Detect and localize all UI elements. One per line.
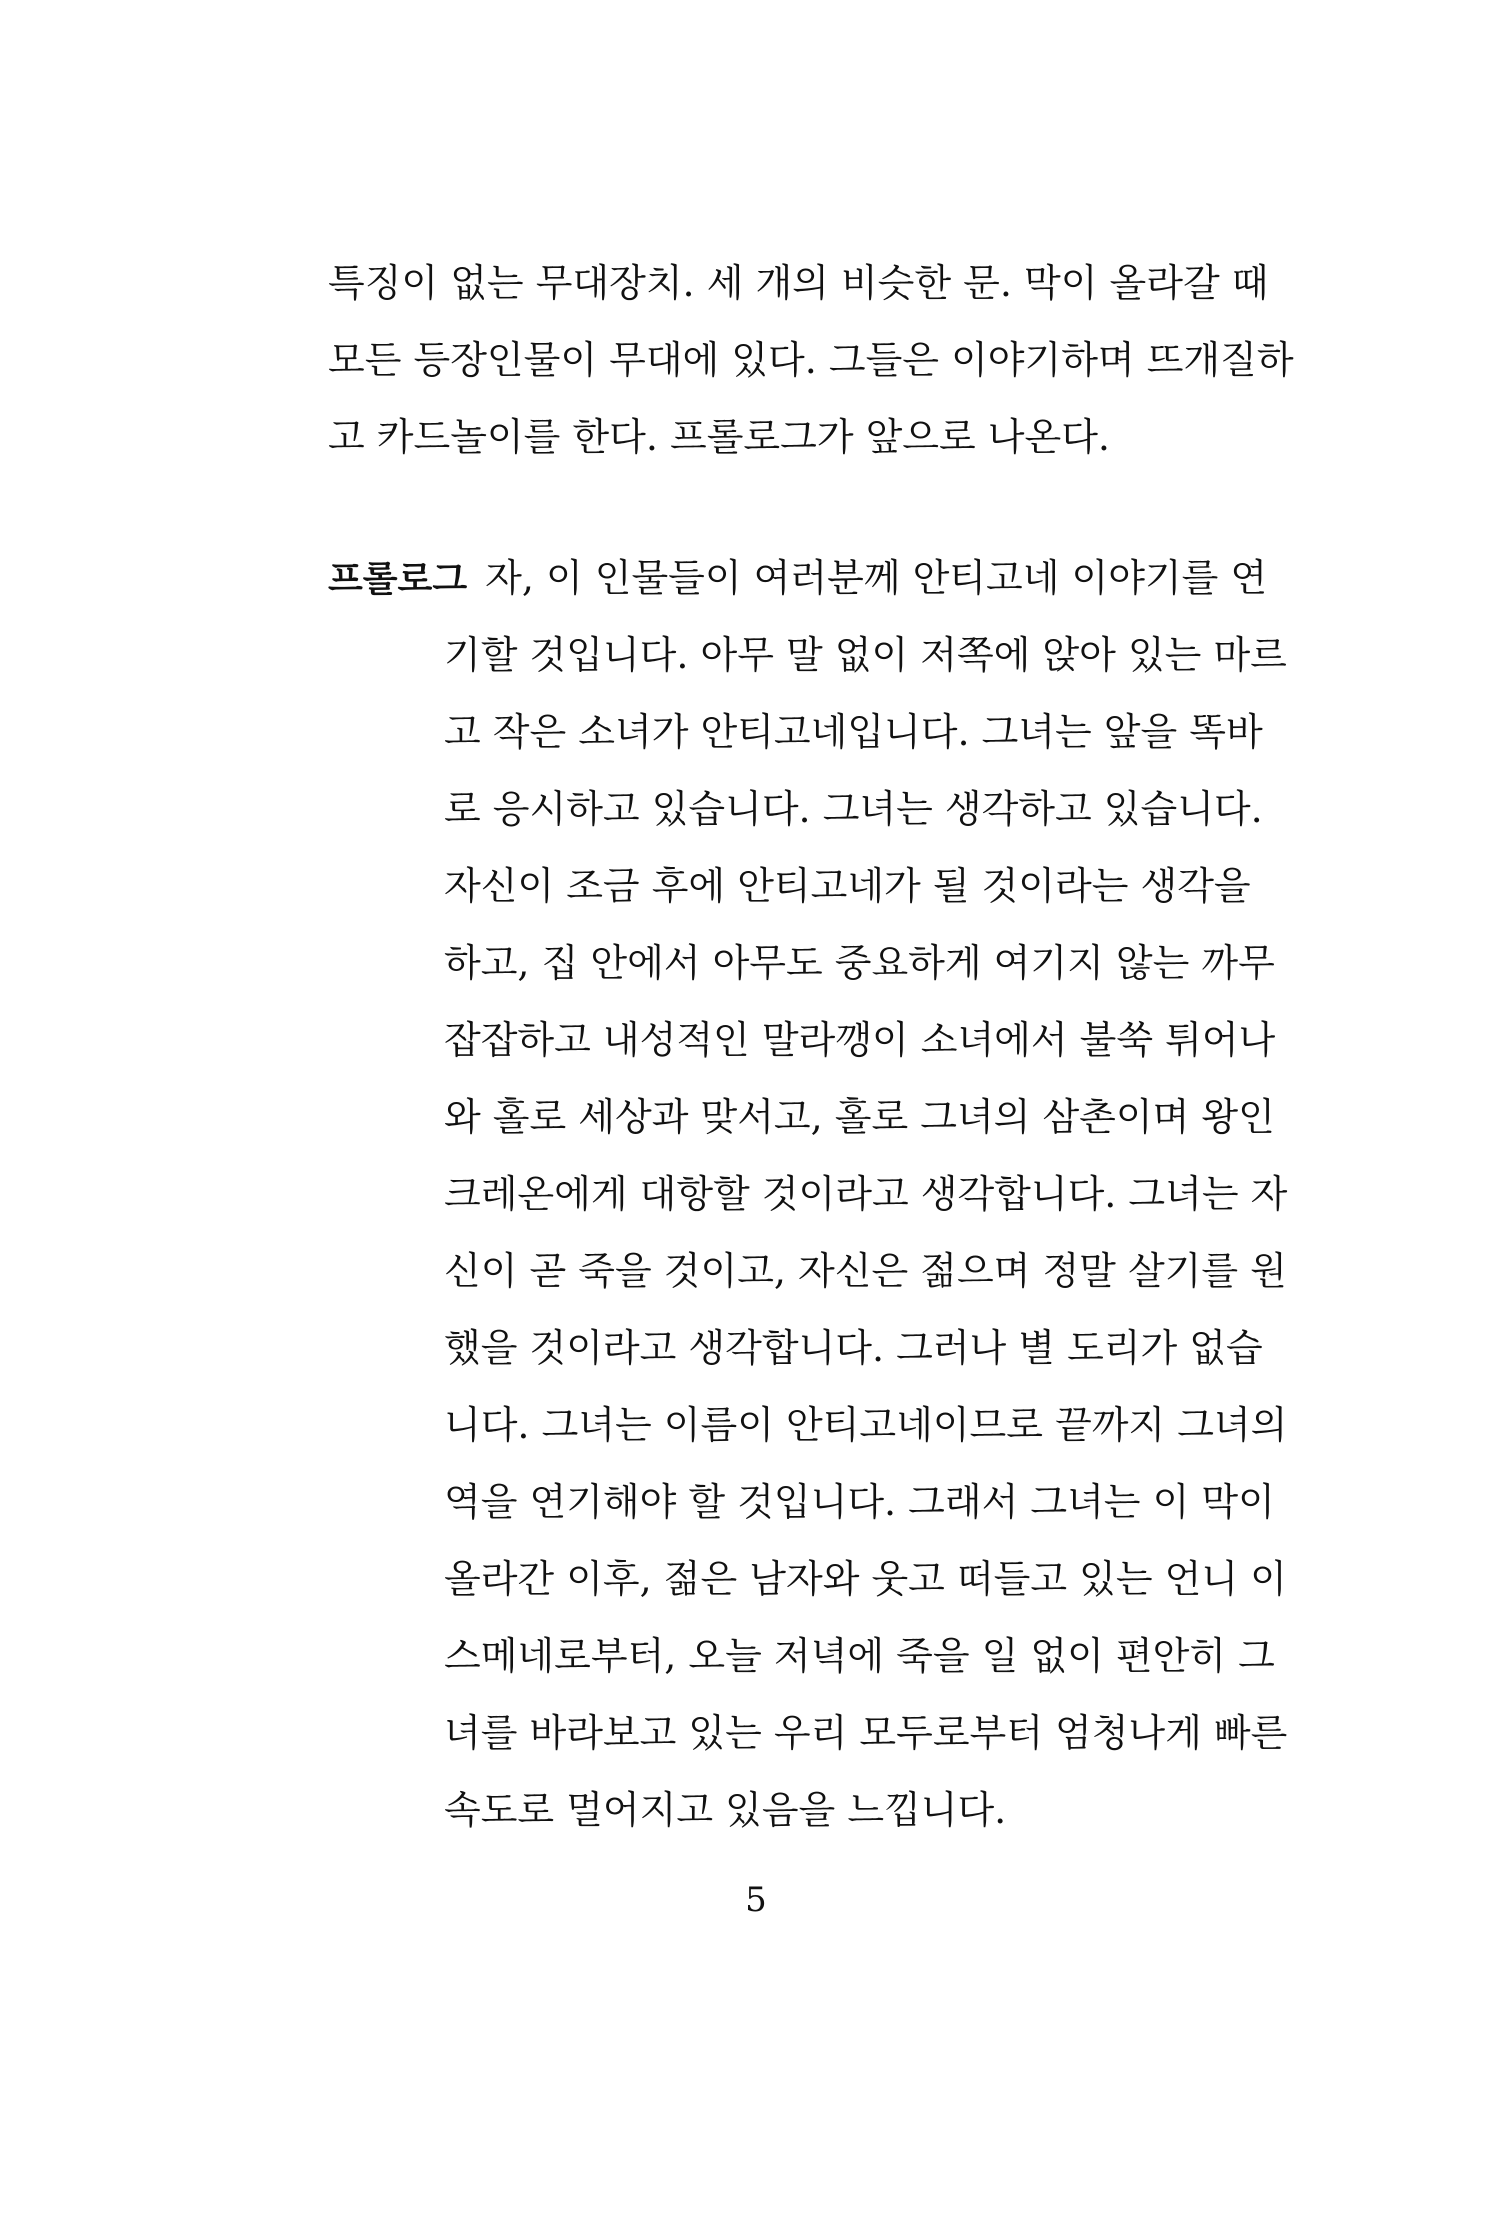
- speech-line: 했을 것이라고 생각합니다. 그러나 별 도리가 없습: [444, 1326, 1263, 1370]
- speech-line: 역을 연기해야 할 것입니다. 그래서 그녀는 이 막이: [444, 1480, 1275, 1524]
- stage-direction-line: 특징이 없는 무대장치. 세 개의 비슷한 문. 막이 올라갈 때: [328, 261, 1269, 305]
- stage-direction: [328, 245, 1294, 476]
- speech-line: 와 홀로 세상과 맞서고, 홀로 그녀의 삼촌이며 왕인: [444, 1095, 1275, 1139]
- speech-first-line: 자, 이 인물들이 여러분께 안티고네 이야기를 연: [485, 556, 1268, 600]
- speech-line: 크레온에게 대항할 것이라고 생각합니다. 그녀는 자: [444, 1172, 1288, 1216]
- speech-line: 신이 곧 죽을 것이고, 자신은 젊으며 정말 살기를 원: [444, 1249, 1287, 1293]
- speech-line: 올라간 이후, 젊은 남자와 웃고 떠들고 있는 언니 이: [444, 1557, 1287, 1601]
- speech-line: 스메네로부터, 오늘 저녁에 죽을 일 없이 편안히 그: [444, 1634, 1275, 1678]
- prologue-speech: [328, 540, 1288, 1849]
- speech-line: 로 응시하고 있습니다. 그녀는 생각하고 있습니다.: [444, 787, 1263, 831]
- stage-direction-line: 모든 등장인물이 무대에 있다. 그들은 이야기하며 뜨개질하: [328, 338, 1294, 382]
- speech-line: 니다. 그녀는 이름이 안티고네이므로 끝까지 그녀의: [444, 1403, 1288, 1447]
- speech-body: [444, 617, 1288, 1849]
- stage-direction-line: 고 카드놀이를 한다. 프롤로그가 앞으로 나온다.: [328, 415, 1111, 459]
- speech-line: 자신이 조금 후에 안티고네가 될 것이라는 생각을: [444, 864, 1251, 908]
- speaker-name: 프롤로그: [328, 559, 468, 600]
- speech-line: 하고, 집 안에서 아무도 중요하게 여기지 않는 까무: [444, 941, 1275, 985]
- speech-line: 녀를 바라보고 있는 우리 모두로부터 엄청나게 빠른: [444, 1711, 1288, 1755]
- speech-line: 속도로 멀어지고 있음을 느낍니다.: [444, 1788, 1007, 1832]
- speech-line: 기할 것입니다. 아무 말 없이 저쪽에 앉아 있는 마르: [444, 633, 1287, 677]
- page-number: 5: [745, 1880, 767, 1920]
- speech-first-line-row: [328, 540, 1268, 617]
- speech-line: 잡잡하고 내성적인 말라깽이 소녀에서 불쑥 튀어나: [444, 1018, 1276, 1062]
- speech-line: 고 작은 소녀가 안티고네입니다. 그녀는 앞을 똑바: [444, 710, 1263, 754]
